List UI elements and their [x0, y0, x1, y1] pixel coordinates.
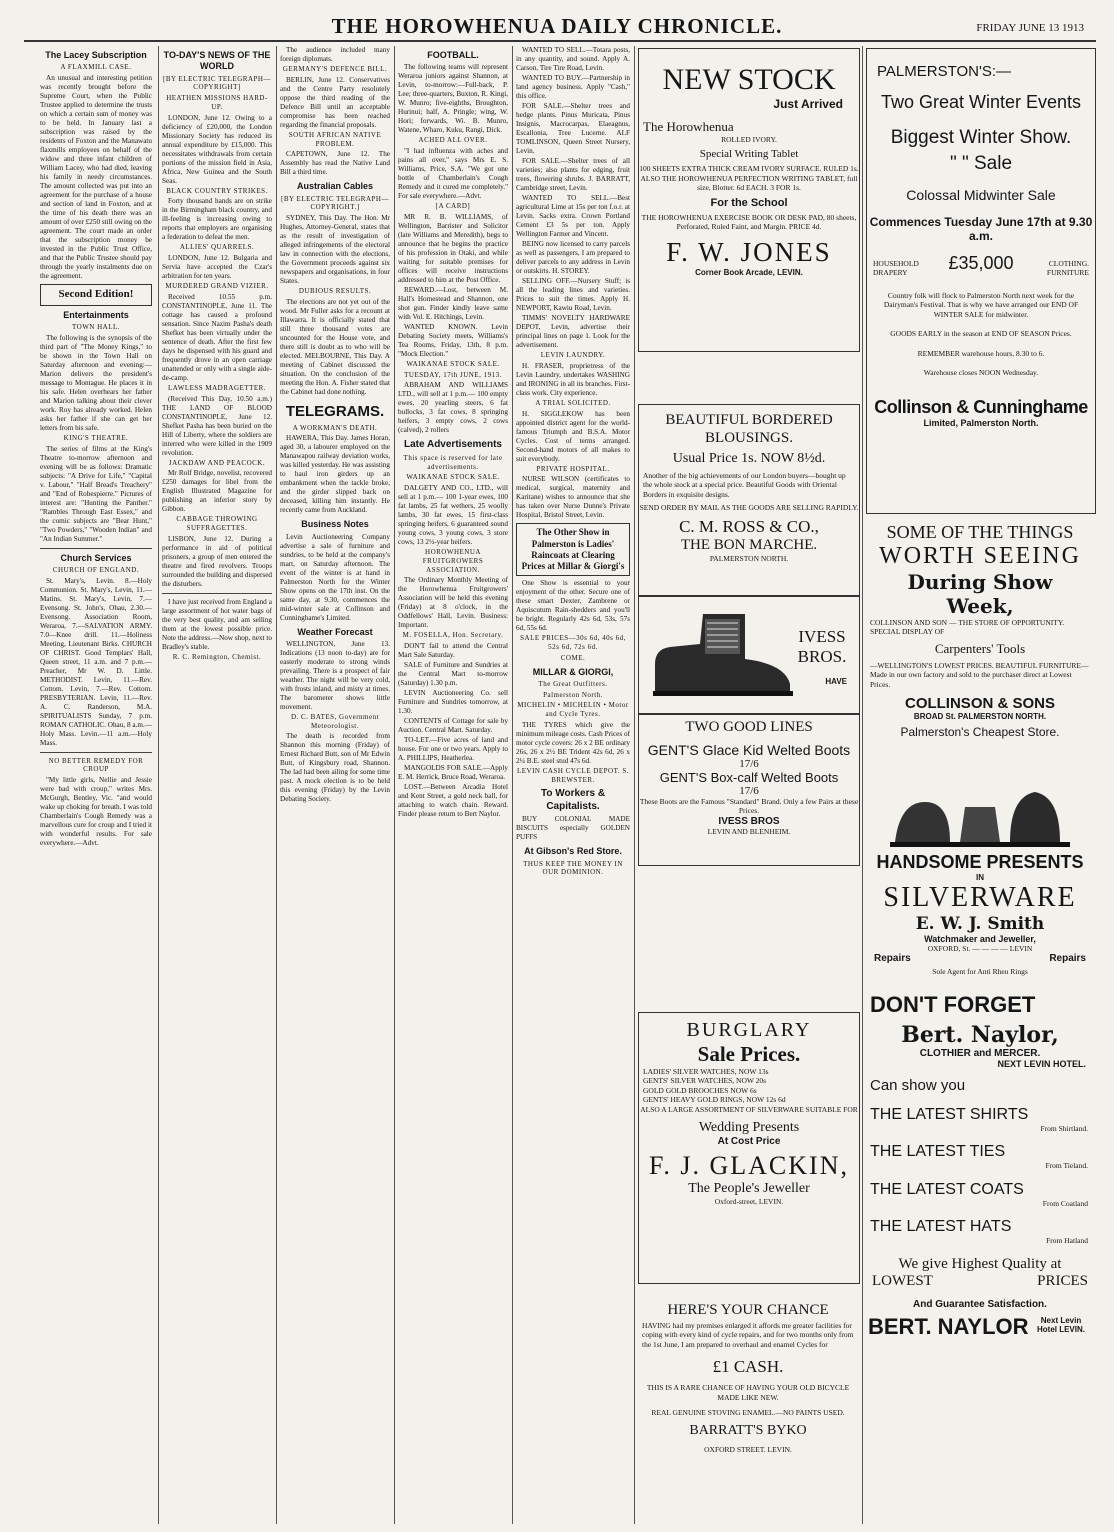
- football-title: FOOTBALL.: [427, 50, 479, 60]
- palm-amount: £35,000: [948, 253, 1014, 273]
- blousings-price: Usual Price 1s. NOW 8½d.: [672, 451, 826, 466]
- masthead-date: FRIDAY JUNE 13 1913: [976, 22, 1084, 34]
- new-stock-writing: Special Writing Tablet: [699, 148, 799, 161]
- glackin-sub: The People's Jeweller: [688, 1180, 810, 1196]
- glackin-name: F. J. GLACKIN,: [649, 1150, 849, 1180]
- black-body: Forty thousand hands are on strike in the Birmingham black country, and ill-feeling is increasing owing to reports that employers are organising a federation to defeat the men.: [162, 197, 272, 242]
- laundry-body: H. FRASER, proprietress of the Levin Laundry, undertakes WASHING and IRONING in all its branches. First-class work. City experience.: [516, 361, 630, 397]
- dubious-title: DUBIOUS RESULTS.: [298, 287, 372, 295]
- defence-title: GERMANY'S DEFENCE BILL.: [282, 65, 388, 73]
- laundry-trial: A TRIAL SOLICITED.: [535, 398, 611, 407]
- sale2-title: WAIKANAE STOCK SALE.: [406, 473, 500, 482]
- waikanae-body: ABRAHAM AND WILLIAMS LTD., will sell at 1 p.m.— 100 empty ewes, 20 yearling steers, 6 fat bullocks, 3 fat cows, 8 springing heifers, 3 empty cows, 2 cows (calved), 2 rollers: [398, 381, 508, 435]
- column-rule: [394, 46, 395, 1524]
- new-stock-exercise: THE HOROWHENUA EXERCISE BOOK OR DESK PAD, 80 sheets, Perforated, Ruled Faint, and Margin. PRICE 4d.: [641, 212, 857, 231]
- palmerston-ad: [866, 48, 1096, 514]
- palm-body: Country folk will flock to Palmerston North next week for the Dairyman's Festival. That is why we have arranged our END OF WINTER SALE for midwinter.: [883, 291, 1079, 319]
- burglary-item-1: LADIES' SILVER WATCHES, NOW 13s: [643, 1067, 769, 1076]
- new-stock-arrived: Just Arrived: [773, 97, 843, 111]
- allies-body: LONDON, June 12. Bulgaria and Servia have accepted the Czar's arbitration for ten years.: [162, 254, 272, 280]
- sigglekow-ad: H. SIGGLEKOW has been appointed district agent for the world-famous Triumph and B.S.A. Motor Cycles. Cost of terms arranged. Second-hand motors of all makes to suit everybody.: [516, 409, 630, 463]
- separator: [40, 548, 152, 549]
- news-title: TO-DAY'S NEWS OF THE WORLD: [163, 50, 271, 72]
- michelin-banner: MICHELIN • MICHELIN • Motor and Cycle Tyres.: [517, 701, 629, 718]
- burglary-sale: Sale Prices.: [697, 1042, 801, 1066]
- news-sub: [BY ELECTRIC TELEGRAPH—COPYRIGHT]: [163, 74, 271, 92]
- naylor-from-4: From Hatland: [1046, 1236, 1088, 1246]
- two-good-lines-ad: [638, 714, 860, 866]
- second-edition-box: Second Edition!: [40, 284, 152, 306]
- two-lines-title: TWO GOOD LINES: [685, 719, 813, 735]
- weather-title: Weather Forecast: [297, 626, 373, 637]
- chemist-ad-body: I have just received from England a large assortment of hot water bags of the very best quality, and am selling them at the lowest possible price. Note the address.—Now shop, next to Bradley's stable.: [162, 597, 272, 651]
- new-stock-rolled: ROLLED IVORY.: [721, 135, 777, 144]
- ivess-name: IVESS BROS.: [797, 627, 847, 667]
- wanted-known-ad: WANTED KNOWN. Levin Debating Society meets, Williams's Tea Rooms, Friday, 13th, 8 p.m. "Mock Election.": [398, 322, 508, 358]
- naylor-from-3: From Coatland: [1042, 1198, 1088, 1208]
- ross-place: PALMERSTON NORTH.: [709, 553, 789, 563]
- new-stock-school: For the School: [710, 196, 788, 209]
- boot-illustration: [645, 609, 795, 699]
- smith-repairs-left: Repairs: [874, 953, 911, 965]
- kings-title: KING'S THEATRE.: [63, 433, 129, 442]
- telegrams-body: HAWERA, This Day. James Horan, aged 30, a labourer employed on the Manawapou railway deviation works, was killed yesterday. He was assisting to haul iron girders up an embankment when the tackle broke, and the girder slipped back on deceased, killing him instantly. He recently came from Auckland.: [280, 434, 390, 515]
- sa-body: CAPETOWN, June 12. The Assembly has read the Native Land Bill a third time.: [280, 150, 390, 177]
- card-sub: [A CARD]: [435, 202, 471, 210]
- weather-sign: D. C. BATES, Government Meteorologist.: [290, 712, 380, 730]
- palm-warehouse: Warehouse closes NOON Wednesday.: [923, 367, 1039, 377]
- fruit-body: The Ordinary Monthly Meeting of the Horowhenua Fruitgrowers' Association will be held this evening (Friday) at 8 o'clock, in the Oddfellows' Hall, Levin. Business: Important.: [398, 576, 508, 630]
- cabbage-title: CABBAGE THROWING SUFFRAGETTES.: [176, 515, 258, 532]
- smith-sub: Watchmaker and Jeweller,: [924, 934, 1036, 944]
- tolet-ad: TO-LET.—Five acres of land and house. For one or two years. Apply to A. PHILLIPS, Heatherlea.: [398, 736, 508, 762]
- gibson-store: At Gibson's Red Store.: [524, 846, 622, 857]
- two-lines-price-1: 17/6: [739, 758, 759, 770]
- kings-body: The series of films at the King's Theatre to-morrow afternoon and evening will be as follows: Dramatic subjects: "A Drive for Life," "Capital v. Labour," "Half Bread's Treachery" and "End of Robespierre." Pictures of interest are: "Hunting the Panther." "Rambles Through East Essex," and the comic subjects are "Bear Hunt," "Two Powders," "Wooden Indian" and "An Indian Summer.": [40, 444, 152, 543]
- death-body: The death is recorded from Shannon this morning (Friday) of Ernest Richard Butt, son of Mr Edwin Butt, of Kingsbury road, Shannon. The lad had been ailing for some time past. A mock election is to be held this evening (Friday) by the Levin Debating Society.: [280, 732, 390, 804]
- blousings-title: BEAUTIFUL BORDERED BLOUSINGS.: [665, 412, 833, 446]
- church-sub: CHURCH OF ENGLAND.: [52, 565, 140, 574]
- fruit-title: HOROWHENUA FRUITGROWERS ASSOCIATION.: [422, 548, 484, 574]
- wanted-sell-ad-2: WANTED TO SELL.—Best agricultural Lime at 15s per ton f.o.r. at Levin. Sacks extra. Crown Portland Cement £3 5s per ton. Apply Wellington Farmer and Vincent.: [516, 194, 630, 238]
- naylor-sub: CLOTHIER and MERCER.: [919, 1048, 1041, 1059]
- being-ad: BEING now licensed to carry parcels as well as passengers, I am prepared to deliver parcels to any address in Levin or outskirts. H. STOREY.: [516, 240, 630, 275]
- naylor-name: Bert. Naylor,: [901, 1022, 1059, 1048]
- worth-week: Week,: [946, 594, 1014, 618]
- cabbage-body: LISBON, June 12. During a performance in aid of political prisoners, a group of men entered the theatre and fired revolvers. Troops surrounded the building and dispersed the disturbers.: [162, 534, 272, 588]
- chance-title: HERE'S YOUR CHANCE: [667, 1302, 829, 1318]
- levin-cycle: LEVIN CASH CYCLE DEPOT. S. BREWSTER.: [516, 766, 630, 784]
- chance-ad: [638, 1298, 858, 1526]
- collinson2-addr: BROAD St. PALMERSTON NORTH.: [913, 711, 1047, 721]
- aches-body: "I had influenza with aches and pains all over," says Mrs E. S. Williams, Price, S.A. "We got one bottle of Chamberlain's Cough Remedy and it cured me completely." For sale everywhere.—Advt.: [398, 147, 508, 200]
- palm-commences: Commences Tuesday June 17th at 9.30 a.m.: [869, 215, 1093, 243]
- football-body: The following teams will represent Weraroa juniors against Shannon, at Levin, to-morrow:—Full-back, P. Lee; three-quarters, Buxton, R. Kingi, W. Munro; five-eighths, Broughton, Hurinui; half, A. Pringle; wing, W. Hori; forwards, Wi. B. Munro, Watene, Wharo, Kuku, Rangi, Dick.: [398, 63, 508, 135]
- glackin-addr: Oxford-street, LEVIN.: [714, 1196, 784, 1206]
- burglary-item-2: GENTS' SILVER WATCHES, NOW 20s: [643, 1076, 767, 1086]
- worth-body: —WELLINGTON'S LOWEST PRICES. BEAUTIFUL FURNITURE—Made in our own factory and sold to the purchaser direct at Lowest Prices.: [870, 660, 1089, 689]
- for-sale-ad-2: FOR SALE.—Shelter trees of all varieties; also plants for edging, fruit trees, flowering shrubs. J. BARRATT, Cambridge street, Levin.: [516, 157, 630, 192]
- palm-amount-row: [867, 253, 1095, 283]
- selling-ad: SELLING OFF.—Nursery Stuff; is all the leading lines and varieties. Prices to suit the times. Apply H. NEWPORT, Kawiu Road, Levin.: [516, 277, 630, 312]
- worth-seeing: WORTH SEEING: [879, 543, 1081, 569]
- hospital-body: NURSE WILSON (certificates to medical, surgical, maternity and Karitane) wishes to announce that she has taken over Nurse Dunne's Private Hospital, Bristol Street, Levin.: [516, 475, 630, 520]
- column-rule: [158, 46, 159, 1524]
- naylor-bottom-row: [866, 1314, 1094, 1354]
- collinson-sub: Limited, Palmerston North.: [923, 418, 1039, 429]
- naylor-item-3: THE LATEST COATS: [870, 1180, 1024, 1198]
- palm-events: Two Great Winter Events: [880, 92, 1082, 112]
- naylor-from-1: From Shirtland.: [1040, 1124, 1088, 1133]
- jackdaw-title: JACKDAW AND PEACOCK.: [168, 458, 266, 467]
- entertainments-body: The following is the synopsis of the third part of "The Money Kings," to be shown in the Town Hall on Saturday afternoon and evening:—Marion delivers the president's message to Montague. He places it in his safe. Helen overhears her father and Marion talking about their clever work. Roy has already worked. Helen asks her father if she can get her letters from his safe.: [40, 333, 152, 432]
- worth-seeing-ad: [866, 516, 1094, 770]
- blousings-order: SEND ORDER BY MAIL AS THE GOODS ARE SELLING RAPIDLY.: [639, 503, 859, 513]
- croup-title: NO BETTER REMEDY FOR CROUP: [48, 756, 144, 774]
- naylor-lowest-row: [866, 1273, 1094, 1293]
- naylor-prices: PRICES: [1037, 1272, 1088, 1289]
- heathen-body: LONDON, June 12. Owing to a deficiency of £20,000, the London Missionary Society has reduced its annual expenditure by £15,000. This necessitates withdrawals from certain portions of the mission field in Asia, Africa, New Guinea and the South Seas.: [162, 113, 272, 185]
- dubious-body: The elections are not yet out of the wood. Mr Fuller asks for a recount at Illawarra. It is officially stated that still three thousand votes are uncounted for the House vote, and there still is doubt as to who will be elected. MELBOURNE, This Day. A meeting of Cabinet discussed the situation. On the conclusion of the meeting the Hon. A. Fisher stated that the Cabinet had done nothing.: [280, 297, 390, 396]
- worth-tools: Carpenters' Tools: [934, 640, 1026, 656]
- millar-place: Palmerston North.: [543, 690, 603, 699]
- two-lines-sign: IVESS BROS: [718, 815, 780, 827]
- other-show-come: COME.: [560, 653, 586, 662]
- palm-clothing: CLOTHING. FURNITURE: [1046, 259, 1089, 278]
- other-show-sale: SALE PRICES—30s 6d, 40s 6d, 52s 6d, 72s 6d.: [520, 634, 626, 651]
- card-body: MR R. B. WILLIAMS, of Wellington, Barrister and Solicitor (late Williams and Meredith), begs to announce that he begins the practice of his profession in Otaki, and while waiting for suitable premises for offices will receive instructions addressed to him at the Post Office.: [398, 212, 508, 284]
- jones-addr: Corner Book Arcade, LEVIN.: [695, 268, 803, 278]
- column-rule: [276, 46, 277, 1524]
- naylor-ad: [866, 992, 1094, 1526]
- smith-agent: Sole Agent for Anti Rheu Rings: [932, 967, 1028, 977]
- column-rule: [634, 46, 635, 1524]
- tyres-body: THE TYRES which give the minimum mileage costs. Cash Prices of motor cycle covers: 26 x 2 BE ordinary 26s, 26 x 2½ BE Trident 42s 6d, 26 x 2¼ B.E. steel stud 47s 6d.: [516, 720, 630, 765]
- two-lines-item-1: GENT'S Glace Kid Welted Boots: [647, 742, 851, 758]
- burglary-title: BURGLARY: [686, 1019, 812, 1041]
- workers-title: To Workers & Capitalists.: [540, 788, 606, 812]
- blousings-body: Another of the big achievements of our London buyers—bought up the whole stock at a special price. Beautiful Goods with Oriental Borders in exquisite designs.: [643, 471, 846, 499]
- smith-addr: OXFORD, St. — — — — LEVIN: [927, 944, 1033, 953]
- heathen-title: HEATHEN MISSIONS HARD-UP.: [166, 94, 268, 111]
- palm-sale: " " Sale: [949, 153, 1013, 174]
- intro: The audience included many foreign diplomats.: [280, 46, 390, 63]
- naylor-big: BERT. NAYLOR: [868, 1313, 1029, 1339]
- new-stock-sheets: 100 SHEETS EXTRA THICK CREAM IVORY SURFACE. RULED 1s.: [639, 164, 859, 174]
- new-stock-sub: The Horowhenua: [643, 119, 734, 134]
- ross-name: C. M. ROSS & CO.,: [679, 516, 819, 536]
- naylor-item-2: THE LATEST TIES: [870, 1143, 1006, 1161]
- worth-during: During Show: [907, 570, 1053, 594]
- sale-furniture-ad: SALE of Furniture and Sundries at the Central Mart to-morrow (Saturday) 1.30 p.m.: [398, 661, 508, 687]
- late-ads-sub: This space is reserved for late advertisements.: [403, 453, 503, 471]
- business-title: Business Notes: [301, 519, 369, 530]
- column-4: [398, 46, 508, 1526]
- ross-store: THE BON MARCHE.: [680, 536, 818, 553]
- madragetter-title: LAWLESS MADRAGETTER.: [167, 383, 267, 392]
- two-lines-price-2: 17/6: [739, 785, 759, 797]
- silverware-title: SILVERWARE: [883, 882, 1077, 913]
- palm-colossal: Colossal Midwinter Sale: [906, 187, 1056, 203]
- masthead-title: THE HOROWHENUA DAILY CHRONICLE.: [331, 14, 783, 38]
- smith-repairs-row: [866, 953, 1094, 967]
- reward-ad: REWARD.—Lost, between M. Hall's Homestead and Shannon, one shot gun. Finder kindly leave same with Vol. E. Hitchings, Levin.: [398, 285, 508, 321]
- lacey-body: An unusual and interesting petition was recently brought before the Supreme Court, when the Public Trustee applied to determine the trusts on which a certain sum of money was to be held. In January last a subscription was raised by the residents of Foxton and the Manawatu flaxmills employees on behalf of the widow and three infant children of William Lacey, who had died, leaving his family in needy circumstances. The amount collected was put into an agreement for the purchase of a house and section of land in Foxton, and at the time of his death there was an amount of over £250 still owing on the agreement. The court made an order that the subscription money be invested in the Public Trust Office, and that the Public Trustee should pay through the yearly instalments due on the agreement.: [40, 74, 152, 280]
- waikanae-title: WAIKANAE STOCK SALE.: [406, 359, 500, 368]
- entertainments-title: Entertainments: [63, 309, 129, 320]
- mangolds-ad: MANGOLDS FOR SALE.—Apply E. M. Herrick, Bruce Road, Weraroa.: [398, 764, 508, 781]
- masthead-rule: [24, 40, 1096, 42]
- palm-remember: REMEMBER warehouse hours, 8.30 to 6.: [917, 348, 1045, 358]
- fruit-sign: M. FOSELLA, Hon. Secretary.: [402, 631, 504, 640]
- naylor-give: We give Highest Quality at: [898, 1255, 1062, 1272]
- worth-intro: COLLINSON AND SON — THE STORE OF OPPORTUNITY. SPECIAL DISPLAY OF: [870, 618, 1065, 637]
- ivess-ad: [638, 596, 860, 714]
- other-show-box: The Other Show in Palmerston is Ladies' Raincoats at Clearing Prices at Millar & Giorgi's: [516, 523, 630, 576]
- for-sale-ad-1: FOR SALE.—Shelter trees and hedge plants. Pinus Muricata, Pinus Insignis, Macrocarpas, Elaeagnus, Escallonia, Tree Lucerne. ALF TOMLINSON, Queen Street Nursery, Levin.: [516, 102, 630, 155]
- weather-body: WELLINGTON, June 13. Indications (13 noon to-day) are for easterly moderate to strong winds prevailing. There is a prospect of fair weather. The night will be very cold, with frosts inland, and misty at times. The barometer shows little movement.: [280, 639, 390, 711]
- naylor-hotel: NEXT LEVIN HOTEL.: [997, 1059, 1086, 1069]
- burglary-item-3: GOLD GOLD BROOCHES NOW 6s: [643, 1085, 757, 1095]
- timms-ad: TIMMS' NOVELTY HARDWARE DEPOT, Levin, advertise their principal lines on page 1. Look for the advertisement.: [516, 314, 630, 349]
- church-body: St. Mary's, Levin. 8.—Holy Communion. St. Mary's, Levin, 11.—Matins. St. Mary's, Levin, 7.—Evensong. St. John's, Ohau, 2.30.—Evensong. Association Room, Weraroa, 7.—SALVATION ARMY. 7.0—Knee drill. 11.—Holiness Meeting, Lieutenant Birks. CHURCH OF CHRIST. Good Templars' Hall, Queen street, 11 a.m. and 7 p.m.—Preacher, Mr W. D. Little. METHODIST. Levin, 11.—Rev. Cottom. Levin, 7.—Rev. Cottom. PRESBYTERIAN. Levin, 11.—Rev. A. C. Randerson, M.A. SPIRITUALISTS Sunday, 7 p.m. ROMAN CATHOLIC. Ohau, 8 a.m.—Holy Mass. Levin.—11 a.m.—Holy Mass.: [40, 576, 152, 747]
- australian-sub: [BY ELECTRIC TELEGRAPH—COPYRIGHT.]: [281, 194, 389, 212]
- hospital-title: PRIVATE HOSPITAL.: [536, 464, 610, 473]
- australian-body: SYDNEY, This Day. The Hon. Mr Hughes, Attorney-General, states that as the result of investigation of alleged infringements of the electoral law in connection with the elections, the Government proceeds against six newspapers and organisations, in four States.: [280, 214, 390, 285]
- lacey-sub: A FLAXMILL CASE.: [60, 63, 132, 72]
- millar-sub: The Great Outfitters.: [538, 679, 608, 688]
- vizier-body: Received 10.55 p.m. CONSTANTINOPLE, June 11. The cottage has caused a profound sensation. Since Nazim Pasha's death Shefket has been virtually under the sentence of death. After the first few days he dispensed with his guard and frequently drove in an open carriage unattended or only with a single aide-de-camp.: [162, 292, 272, 382]
- wedding-title: Wedding Presents: [698, 1119, 800, 1135]
- palm-show: Biggest Winter Show.: [890, 127, 1072, 148]
- worth-some: SOME OF THE THINGS: [886, 522, 1074, 542]
- at-cost: At Cost Price: [717, 1135, 781, 1147]
- burglary-item-4: GENTS' HEAVY GOLD RINGS, NOW 12s 6d: [643, 1095, 786, 1105]
- column-2: [162, 46, 272, 1526]
- smith-name: E. W. J. Smith: [915, 914, 1045, 934]
- telegrams-sub: A WORKMAN'S DEATH.: [292, 423, 378, 432]
- naylor-item-1: THE LATEST SHIRTS: [870, 1106, 1029, 1123]
- naylor-can: Can show you: [870, 1077, 966, 1094]
- palm-title: PALMERSTON'S:—: [877, 63, 1012, 80]
- laundry-title: LEVIN LAUNDRY.: [540, 351, 606, 359]
- aches-title: ACHED ALL OVER.: [418, 136, 488, 145]
- lacey-title: The Lacey Subscription: [45, 50, 147, 60]
- smith-repairs-right: Repairs: [1049, 953, 1086, 965]
- lost-ad: LOST.—Between Arcadia Hotel and Kent Street, a gold neck ball, for attaching to watch chain. Reward. Finder please return to Bert Naylor.: [398, 783, 508, 818]
- column-rule: [862, 46, 863, 1524]
- dont-forget: DON'T FORGET: [870, 992, 1036, 1017]
- church-title: Church Services: [60, 552, 132, 563]
- millar-name: MILLAR & GIORGI,: [532, 666, 614, 677]
- two-lines-body: These Boots are the Famous "Standard" Brand. Only a few Pairs at these Prices.: [639, 797, 859, 816]
- australian-title: Australian Cables: [296, 181, 374, 192]
- barratt-name: BARRATT'S BYKO: [689, 1423, 807, 1439]
- column-rule: [512, 46, 513, 1524]
- naylor-guarantee: And Guarantee Satisfaction.: [913, 1298, 1047, 1310]
- wanted-buy-ad: WANTED TO BUY.—Partnership in land agency business. Apply "Cash," this office.: [516, 74, 630, 100]
- thus-keep: THUS KEEP THE MONEY IN OUR DOMINION.: [523, 859, 623, 877]
- wanted-sell-ad: WANTED TO SELL.—Totara posts, in any quantity, and sound. Apply A. Carson, Tire Tire Road, Levin.: [516, 46, 630, 72]
- chance-enamel: REAL GENUINE STOVING ENAMEL.—NO PAINTS USED.: [651, 1407, 845, 1417]
- new-stock-title: NEW STOCK: [662, 63, 836, 96]
- jackdaw-body: Mr Rolf Bridge, novelist, recovered £250 damages for libel from the English Illustrated Magazine for publishing an inferior story by Gibbon.: [162, 469, 272, 514]
- levin-auct-ad: LEVIN Auctioneering Co. sell Furniture and Sundries tomorrow, at 1.30.: [398, 689, 508, 715]
- telegrams-title: TELEGRAMS.: [285, 402, 385, 420]
- chance-body: HAVING had my premises enlarged it affords me greater facilities for coping with every kind of cycle repairs, and for two months only from the 1st June, I am prepared to overhaul and enamel Cycles for: [642, 1321, 854, 1349]
- ivess-have: HAVE: [825, 677, 847, 686]
- contents-ad: CONTENTS of Cottage for sale by Auction. Central Mart. Saturday.: [398, 717, 508, 734]
- burglary-ad: [638, 1012, 860, 1284]
- new-stock-ad: [638, 48, 860, 352]
- column-1: [40, 46, 152, 1526]
- naylor-from-2: From Tieland.: [1045, 1161, 1088, 1171]
- separator: [162, 593, 272, 594]
- column-3: [280, 46, 390, 1526]
- two-lines-place: LEVIN AND BLENHEIM.: [707, 826, 791, 836]
- late-ads-title: Late Advertisements: [404, 439, 502, 451]
- palm-goods: GOODS EARLY in the season at END OF SEASON Prices.: [890, 329, 1072, 339]
- palm-household: HOUSEHOLD DRAPERY: [873, 259, 919, 278]
- collinson2-cheap: Palmerston's Cheapest Store.: [900, 724, 1060, 739]
- entertainments-sub: TOWN HALL.: [71, 323, 121, 331]
- chance-note: THIS IS A RARE CHANCE OF HAVING YOUR OLD BICYCLE MADE LIKE NEW.: [646, 1383, 850, 1402]
- allies-title: ALLIES' QUARRELS.: [179, 243, 255, 252]
- silverware-ad: [866, 780, 1094, 980]
- business-body: Levin Auctioneering Company advertise a sale of furniture and sundries, to be held at the company's mart, on Saturday afternoon. The event of the winter is at hand in Palmerston North for the Winter Show opens on the 17th inst. On the same day, at 9.30, commences the mid-winter sale at Collinson and Cunninghame's Limited.: [280, 532, 390, 622]
- handsome-in: IN: [976, 873, 984, 882]
- dont-fail-ad: DON'T fail to attend the Central Mart Sale Saturday.: [398, 642, 508, 659]
- barratt-addr: OXFORD STREET. LEVIN.: [704, 1445, 792, 1455]
- other-show-body: One Show is essential to your enjoyment of the other. Secure one of these smart Dexter, Zambrene or Aquiscutum Rain-shedders and you'll be bright. Regularly 42s 6d, 53s, 57s 6d, 55s 6d.: [516, 579, 630, 633]
- sale2-body: DALGETY AND CO., LTD., will sell at 1 p.m.— 100 1-year ewes, 100 fat lambs, 25 fat wethers, 25 woolly lambs, 30 fat ewes, 15 first-class springing heifers, 6 guaranteed sound young cows, 3 young cows, 3 store cows, 13 2½-year heifers.: [398, 484, 508, 546]
- collinson-name: Collinson & Cunninghame: [874, 397, 1088, 418]
- separator: [40, 752, 152, 753]
- black-title: BLACK COUNTRY STRIKES.: [166, 186, 268, 195]
- column-5: [516, 46, 630, 1526]
- naylor-item-4: THE LATEST HATS: [870, 1218, 1012, 1236]
- masthead: [0, 0, 1114, 38]
- vizier-title: MURDERED GRAND VIZIER.: [165, 282, 269, 290]
- silverware-illustration: [880, 782, 1080, 852]
- collinson2-name: COLLINSON & SONS: [904, 694, 1055, 712]
- defence-body: BERLIN, June 12. Conservatives and the Centre Party resolutely oppose the third reading of the Defence Bill until an acceptable compromise has been reached regarding the financial proposals.: [280, 75, 390, 129]
- workers-body: BUY COLONIAL MADE BISCUITS especially GOLDEN PUFFS: [516, 815, 630, 842]
- waikanae-date: TUESDAY, 17th JUNE, 1913.: [404, 370, 502, 379]
- two-lines-item-2: GENT'S Box-calf Welted Boots: [659, 770, 839, 785]
- handsome-title: HANDSOME PRESENTS: [876, 852, 1084, 872]
- burglary-also: ALSO A LARGE ASSORTMENT OF SILVERWARE SUITABLE FOR: [640, 1104, 858, 1114]
- sa-title: SOUTH AFRICAN NATIVE PROBLEM.: [288, 130, 382, 148]
- naylor-next: Next Levin Hotel LEVIN.: [1036, 1315, 1085, 1334]
- blousings-ad: [638, 404, 860, 596]
- chance-price: £1 CASH.: [712, 1357, 784, 1377]
- jones-name: F. W. JONES: [666, 237, 832, 268]
- naylor-lowest: LOWEST: [872, 1272, 933, 1289]
- new-stock-also: ALSO THE HOROWHENUA PERFECTION WRITING TABLET, full size, Blotter. 6d EACH. 3 FOR 1s.: [640, 173, 858, 193]
- croup-body: "My little girls, Nellie and Jessie were bad with croup," writes Mrs. McGurgh, Bentley, Vic. "and would wake up choking for breath. I was told Chamberlain's Cough Remedy was a marvellous cure for croup and I tried it with wonderful results. For sale everywhere.—Advt.: [40, 776, 152, 847]
- chemist-ad-sign: R. C. Remington, Chemist.: [172, 652, 262, 661]
- madragetter-body: (Received This Day, 10.50 a.m.) THE LAND OF BLOOD CONSTANTINOPLE, June 12. Shefket Pasha has been buried on the Hill of Liberty, where the soldiers are interred who were killed in the 1909 revolution.: [162, 394, 272, 457]
